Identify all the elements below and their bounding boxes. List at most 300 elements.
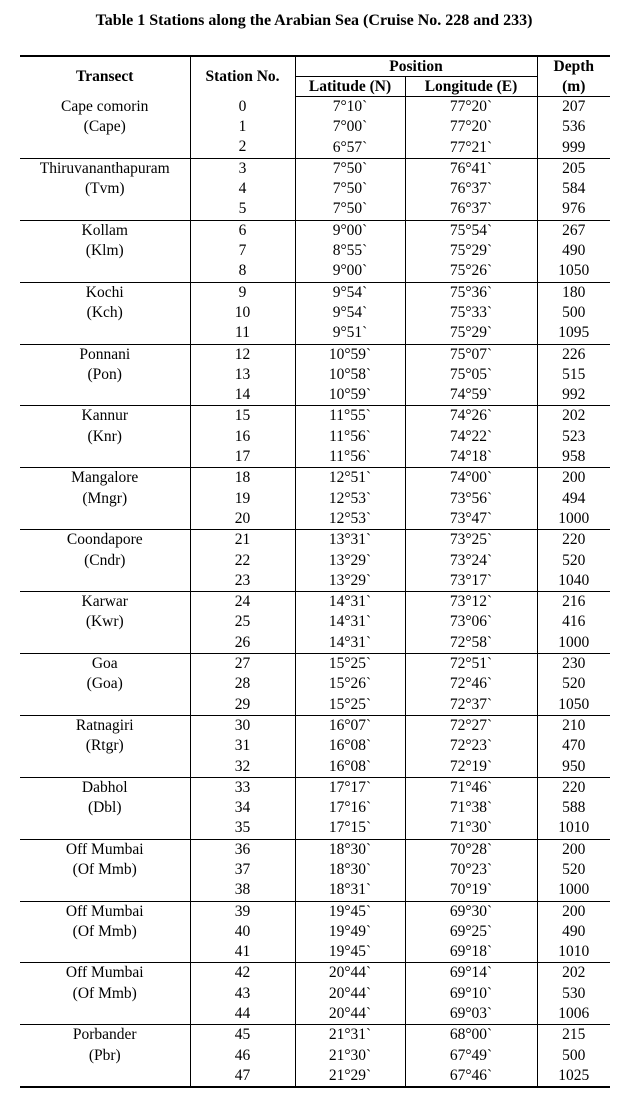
latitude-value: 13°31` (328, 531, 372, 549)
longitude-value: 67°46` (449, 1066, 493, 1084)
latitude-value: 7°00` (332, 118, 368, 136)
transect-abbreviation: (Knr) (87, 427, 122, 445)
transect-cell (20, 901, 190, 963)
longitude-value: 75°07` (449, 345, 493, 363)
table-row (20, 1025, 610, 1087)
longitude-value: 75°29` (449, 242, 493, 260)
latitude-value: 7°50` (332, 200, 368, 218)
depth-value: 520 (562, 860, 586, 878)
station-number: 29 (234, 695, 251, 713)
station-number-cell (190, 220, 295, 282)
longitude-value: 70°28` (449, 840, 493, 858)
depth-value: 588 (562, 799, 586, 817)
transect-abbreviation: (Cndr) (84, 551, 126, 569)
latitude-value: 8°55` (332, 242, 368, 260)
latitude-value-cell (295, 406, 405, 468)
longitude-value-cell (405, 963, 537, 1025)
transect-cell (20, 1025, 190, 1087)
latitude-value: 16°08` (328, 757, 372, 775)
station-number-cell (190, 592, 295, 654)
longitude-value-cell (405, 839, 537, 901)
station-number: 42 (234, 964, 251, 982)
longitude-value-cell (405, 715, 537, 777)
depth-value: 992 (562, 386, 586, 404)
longitude-value: 72°58` (449, 633, 493, 651)
latitude-value: 20°44` (328, 964, 372, 982)
station-number-cell (190, 158, 295, 220)
station-number: 39 (234, 902, 251, 920)
station-number: 0 (238, 97, 247, 115)
transect-cell (20, 715, 190, 777)
transect-name: Coondapore (66, 531, 143, 549)
latitude-value: 15°26` (328, 675, 372, 693)
longitude-value: 73°47` (449, 509, 493, 527)
latitude-value-cell (295, 530, 405, 592)
table-row (20, 901, 610, 963)
depth-value-cell (537, 901, 610, 963)
station-number: 4 (238, 180, 247, 198)
latitude-value: 20°44` (328, 984, 372, 1002)
depth-value-cell (537, 592, 610, 654)
longitude-value: 71°30` (449, 819, 493, 837)
header-position: Position (295, 56, 537, 77)
longitude-value: 75°54` (449, 221, 493, 239)
transect-abbreviation: (Pbr) (88, 1046, 121, 1064)
latitude-value: 20°44` (328, 1005, 372, 1023)
latitude-value: 17°16` (328, 799, 372, 817)
depth-value-cell (537, 777, 610, 839)
transect-name: Kollam (81, 221, 128, 239)
latitude-value-cell (295, 654, 405, 716)
depth-value: 500 (562, 303, 586, 321)
longitude-value: 75°05` (449, 365, 493, 383)
depth-value-cell (537, 715, 610, 777)
table-title: Table 1 Stations along the Arabian Sea (Cruise No. 228 and 233) (95, 12, 533, 29)
latitude-value: 12°51` (328, 469, 372, 487)
longitude-value: 77°20` (449, 98, 493, 115)
latitude-value: 9°54` (332, 303, 368, 321)
latitude-value: 17°17` (328, 778, 372, 796)
longitude-value: 73°12` (449, 593, 493, 611)
latitude-value: 19°45` (328, 943, 372, 961)
longitude-value-cell (405, 344, 537, 406)
longitude-value: 73°24` (449, 551, 493, 569)
header-depth-unit: (m) (537, 77, 610, 97)
longitude-value: 73°25` (449, 531, 493, 549)
depth-value: 1010 (558, 943, 590, 961)
table-row (20, 158, 610, 220)
longitude-value-cell (405, 1025, 537, 1087)
transect-abbreviation: (Kwr) (85, 613, 124, 631)
longitude-value: 72°19` (449, 757, 493, 775)
header-latitude: Latitude (N) (295, 77, 405, 97)
longitude-value: 71°46` (449, 778, 493, 796)
station-number: 32 (234, 757, 251, 775)
station-number: 24 (234, 593, 251, 611)
depth-value: 523 (562, 427, 586, 445)
station-number: 30 (234, 716, 251, 734)
latitude-value: 15°25` (328, 695, 372, 713)
longitude-value: 76°41` (449, 159, 493, 177)
station-number: 8 (238, 262, 247, 280)
station-number-cell (190, 1025, 295, 1087)
depth-value: 215 (562, 1026, 586, 1044)
transect-abbreviation: (Klm) (85, 242, 124, 260)
transect-cell (20, 530, 190, 592)
transect-cell (20, 158, 190, 220)
station-number: 16 (234, 427, 251, 445)
longitude-value: 77°20` (449, 118, 493, 136)
longitude-value: 73°17` (449, 571, 493, 589)
transect-name: Off Mumbai (65, 964, 144, 982)
depth-value-cell (537, 406, 610, 468)
latitude-value: 14°31` (328, 593, 372, 611)
table-row (20, 777, 610, 839)
table-row (20, 530, 610, 592)
depth-value: 220 (562, 778, 586, 796)
station-number-cell (190, 901, 295, 963)
header-transect: Transect (20, 56, 190, 97)
depth-value: 999 (562, 138, 586, 156)
depth-value: 202 (562, 964, 586, 982)
longitude-value: 73°56` (449, 489, 493, 507)
depth-value-cell (537, 220, 610, 282)
transect-name: Mangalore (71, 469, 139, 487)
station-number-cell (190, 654, 295, 716)
depth-value: 950 (562, 757, 586, 775)
latitude-value-cell (295, 158, 405, 220)
station-number: 18 (234, 469, 251, 487)
station-number: 33 (234, 778, 251, 796)
longitude-value-cell (405, 592, 537, 654)
latitude-value-cell (295, 777, 405, 839)
table-body (20, 97, 610, 1088)
latitude-value-cell (295, 715, 405, 777)
header-station-no: Station No. (190, 56, 295, 97)
station-number: 7 (238, 242, 247, 260)
table-row (20, 282, 610, 344)
transect-cell (20, 592, 190, 654)
depth-value-cell (537, 839, 610, 901)
longitude-value: 75°33` (449, 303, 493, 321)
depth-value: 200 (562, 902, 586, 920)
transect-abbreviation: (Cape) (83, 117, 126, 135)
longitude-value: 67°49` (449, 1046, 493, 1064)
station-number: 28 (234, 675, 251, 693)
station-number: 37 (234, 860, 251, 878)
latitude-value: 18°30` (328, 860, 372, 878)
transect-abbreviation: (Of Mmb) (72, 922, 137, 940)
latitude-value: 19°49` (328, 922, 372, 940)
transect-cell (20, 839, 190, 901)
transect-cell (20, 963, 190, 1025)
station-number-cell (190, 406, 295, 468)
station-number: 44 (234, 1005, 251, 1023)
latitude-value-cell (295, 220, 405, 282)
header-longitude: Longitude (E) (405, 77, 537, 97)
transect-name: Off Mumbai (65, 840, 144, 858)
station-number: 41 (234, 943, 251, 961)
table-row (20, 654, 610, 716)
station-number: 3 (238, 159, 247, 177)
transect-cell (20, 282, 190, 344)
latitude-value: 18°30` (328, 840, 372, 858)
station-number: 31 (234, 737, 251, 755)
latitude-value: 9°51` (332, 324, 368, 342)
transect-name: Dabhol (81, 778, 128, 796)
longitude-value: 68°00` (449, 1026, 493, 1044)
transect-abbreviation: (Pon) (87, 365, 122, 383)
stations-table (20, 55, 610, 1088)
depth-value-cell (537, 158, 610, 220)
latitude-value: 11°55` (329, 407, 371, 425)
latitude-value-cell (295, 282, 405, 344)
transect-abbreviation: (Of Mmb) (72, 984, 137, 1002)
latitude-value: 19°45` (328, 902, 372, 920)
latitude-value-cell (295, 901, 405, 963)
transect-abbreviation: (Rtgr) (85, 737, 124, 755)
latitude-value: 9°00` (332, 221, 368, 239)
station-number: 19 (234, 489, 251, 507)
depth-value: 220 (562, 531, 586, 549)
latitude-value: 6°57` (332, 138, 368, 156)
longitude-value-cell (405, 406, 537, 468)
longitude-value: 69°14` (449, 964, 493, 982)
latitude-value: 14°31` (328, 613, 372, 631)
longitude-value: 74°00` (449, 469, 493, 487)
header-depth: Depth (537, 56, 610, 77)
transect-cell (20, 777, 190, 839)
latitude-value: 10°58` (328, 365, 372, 383)
station-number: 47 (234, 1066, 251, 1084)
latitude-value: 10°59` (328, 345, 372, 363)
station-number-cell (190, 97, 295, 159)
longitude-value: 74°22` (449, 427, 493, 445)
station-number: 46 (234, 1046, 251, 1064)
longitude-value-cell (405, 468, 537, 530)
latitude-value-cell (295, 344, 405, 406)
depth-value-cell (537, 1025, 610, 1087)
longitude-value: 69°10` (449, 984, 493, 1002)
latitude-value: 7°10` (332, 98, 368, 115)
depth-value: 1000 (558, 881, 590, 899)
transect-name: Thiruvananthapuram (39, 159, 170, 177)
table-row (20, 97, 610, 159)
depth-value: 202 (562, 407, 586, 425)
longitude-value: 73°06` (449, 613, 493, 631)
longitude-value-cell (405, 220, 537, 282)
depth-value: 976 (562, 200, 586, 218)
depth-value: 226 (562, 345, 586, 363)
latitude-value: 14°31` (328, 633, 372, 651)
depth-value: 230 (562, 655, 586, 673)
depth-value-cell (537, 468, 610, 530)
latitude-value-cell (295, 592, 405, 654)
station-number-cell (190, 777, 295, 839)
longitude-value-cell (405, 530, 537, 592)
longitude-value: 72°37` (449, 695, 493, 713)
depth-value: 490 (562, 922, 586, 940)
transect-abbreviation: (Goa) (86, 675, 123, 693)
longitude-value-cell (405, 901, 537, 963)
latitude-value: 21°31` (328, 1026, 372, 1044)
station-number-cell (190, 530, 295, 592)
depth-value: 520 (562, 551, 586, 569)
transect-name: Ratnagiri (75, 716, 134, 734)
transect-name: Kochi (85, 283, 124, 301)
latitude-value-cell (295, 839, 405, 901)
depth-value: 494 (562, 489, 586, 507)
station-number: 20 (234, 509, 251, 527)
longitude-value: 76°37` (449, 200, 493, 218)
latitude-value: 7°50` (332, 180, 368, 198)
longitude-value: 74°26` (449, 407, 493, 425)
depth-value-cell (537, 654, 610, 716)
transect-name: Porbander (72, 1026, 137, 1044)
station-number: 26 (234, 633, 251, 651)
latitude-value: 11°56` (329, 448, 371, 466)
longitude-value-cell (405, 777, 537, 839)
depth-value-cell (537, 963, 610, 1025)
longitude-value-cell (405, 654, 537, 716)
station-number: 6 (238, 221, 247, 239)
station-number: 10 (234, 303, 251, 321)
transect-abbreviation: (Mngr) (82, 489, 128, 507)
depth-value: 490 (562, 242, 586, 260)
latitude-value: 21°30` (328, 1046, 372, 1064)
table-row (20, 839, 610, 901)
longitude-value: 72°51` (449, 655, 493, 673)
station-number: 25 (234, 613, 251, 631)
station-number: 36 (234, 840, 251, 858)
transect-cell (20, 220, 190, 282)
transect-cell (20, 654, 190, 716)
latitude-value-cell (295, 468, 405, 530)
longitude-value-cell (405, 97, 537, 159)
latitude-value-cell (295, 97, 405, 159)
latitude-value: 12°53` (328, 509, 372, 527)
station-number: 27 (234, 655, 251, 673)
table-row (20, 406, 610, 468)
latitude-value: 17°15` (328, 819, 372, 837)
depth-value: 1010 (558, 819, 590, 837)
depth-value: 470 (562, 737, 586, 755)
longitude-value: 75°26` (449, 262, 493, 280)
table-row (20, 344, 610, 406)
longitude-value: 72°27` (449, 716, 493, 734)
transect-abbreviation: (Kch) (86, 303, 123, 321)
transect-cell (20, 406, 190, 468)
depth-value: 200 (562, 840, 586, 858)
latitude-value: 21°29` (328, 1066, 372, 1084)
station-number: 35 (234, 819, 251, 837)
longitude-value: 70°23` (449, 860, 493, 878)
depth-value: 1050 (558, 262, 590, 280)
depth-value: 180 (562, 283, 586, 301)
station-number: 23 (234, 571, 251, 589)
depth-value: 584 (562, 180, 586, 198)
station-number: 40 (234, 922, 251, 940)
depth-value: 1000 (558, 509, 590, 527)
longitude-value: 69°18` (449, 943, 493, 961)
longitude-value: 76°37` (449, 180, 493, 198)
table-row (20, 715, 610, 777)
station-number: 13 (234, 365, 251, 383)
transect-name: Kannur (81, 407, 128, 425)
depth-value-cell (537, 344, 610, 406)
latitude-value: 10°59` (328, 386, 372, 404)
longitude-value: 69°25` (449, 922, 493, 940)
station-number: 38 (234, 881, 251, 899)
latitude-value: 18°31` (328, 881, 372, 899)
depth-value: 205 (562, 159, 586, 177)
station-number: 2 (238, 138, 247, 156)
latitude-value: 13°29` (328, 551, 372, 569)
latitude-value: 7°50` (332, 159, 368, 177)
depth-value: 515 (562, 365, 586, 383)
depth-value: 216 (562, 593, 586, 611)
latitude-value: 15°25` (328, 655, 372, 673)
latitude-value: 9°54` (332, 283, 368, 301)
longitude-value-cell (405, 282, 537, 344)
longitude-value: 69°03` (449, 1005, 493, 1023)
depth-value: 536 (562, 118, 586, 136)
depth-value: 200 (562, 469, 586, 487)
latitude-value: 16°07` (328, 716, 372, 734)
depth-value: 520 (562, 675, 586, 693)
depth-value: 1050 (558, 695, 590, 713)
depth-value: 416 (562, 613, 586, 631)
depth-value-cell (537, 282, 610, 344)
depth-value: 267 (562, 221, 586, 239)
station-number: 5 (238, 200, 247, 218)
latitude-value: 9°00` (332, 262, 368, 280)
depth-value: 1025 (558, 1066, 590, 1084)
station-number: 21 (234, 531, 251, 549)
station-number: 17 (234, 448, 251, 466)
depth-value: 530 (562, 984, 586, 1002)
longitude-value: 75°36` (449, 283, 493, 301)
transect-name: Ponnani (79, 345, 131, 363)
station-number: 34 (234, 799, 251, 817)
depth-value: 1095 (558, 324, 590, 342)
depth-value-cell (537, 530, 610, 592)
table-row (20, 592, 610, 654)
longitude-value: 72°46` (449, 675, 493, 693)
longitude-value: 75°29` (449, 324, 493, 342)
latitude-value: 13°29` (328, 571, 372, 589)
station-number-cell (190, 468, 295, 530)
station-number-cell (190, 715, 295, 777)
station-number: 15 (234, 407, 251, 425)
longitude-value: 74°18` (449, 448, 493, 466)
latitude-value: 16°08` (328, 737, 372, 755)
longitude-value: 72°23` (449, 737, 493, 755)
transect-cell (20, 344, 190, 406)
transect-abbreviation: (Dbl) (87, 799, 122, 817)
depth-value: 958 (562, 448, 586, 466)
latitude-value: 11°56` (329, 427, 371, 445)
depth-value-cell (537, 97, 610, 159)
longitude-value: 74°59` (449, 386, 493, 404)
station-number: 9 (238, 283, 247, 301)
station-number-cell (190, 344, 295, 406)
transect-name: Cape comorin (61, 97, 149, 115)
table-row (20, 220, 610, 282)
station-number: 45 (234, 1026, 251, 1044)
station-number: 43 (234, 984, 251, 1002)
station-number-cell (190, 963, 295, 1025)
